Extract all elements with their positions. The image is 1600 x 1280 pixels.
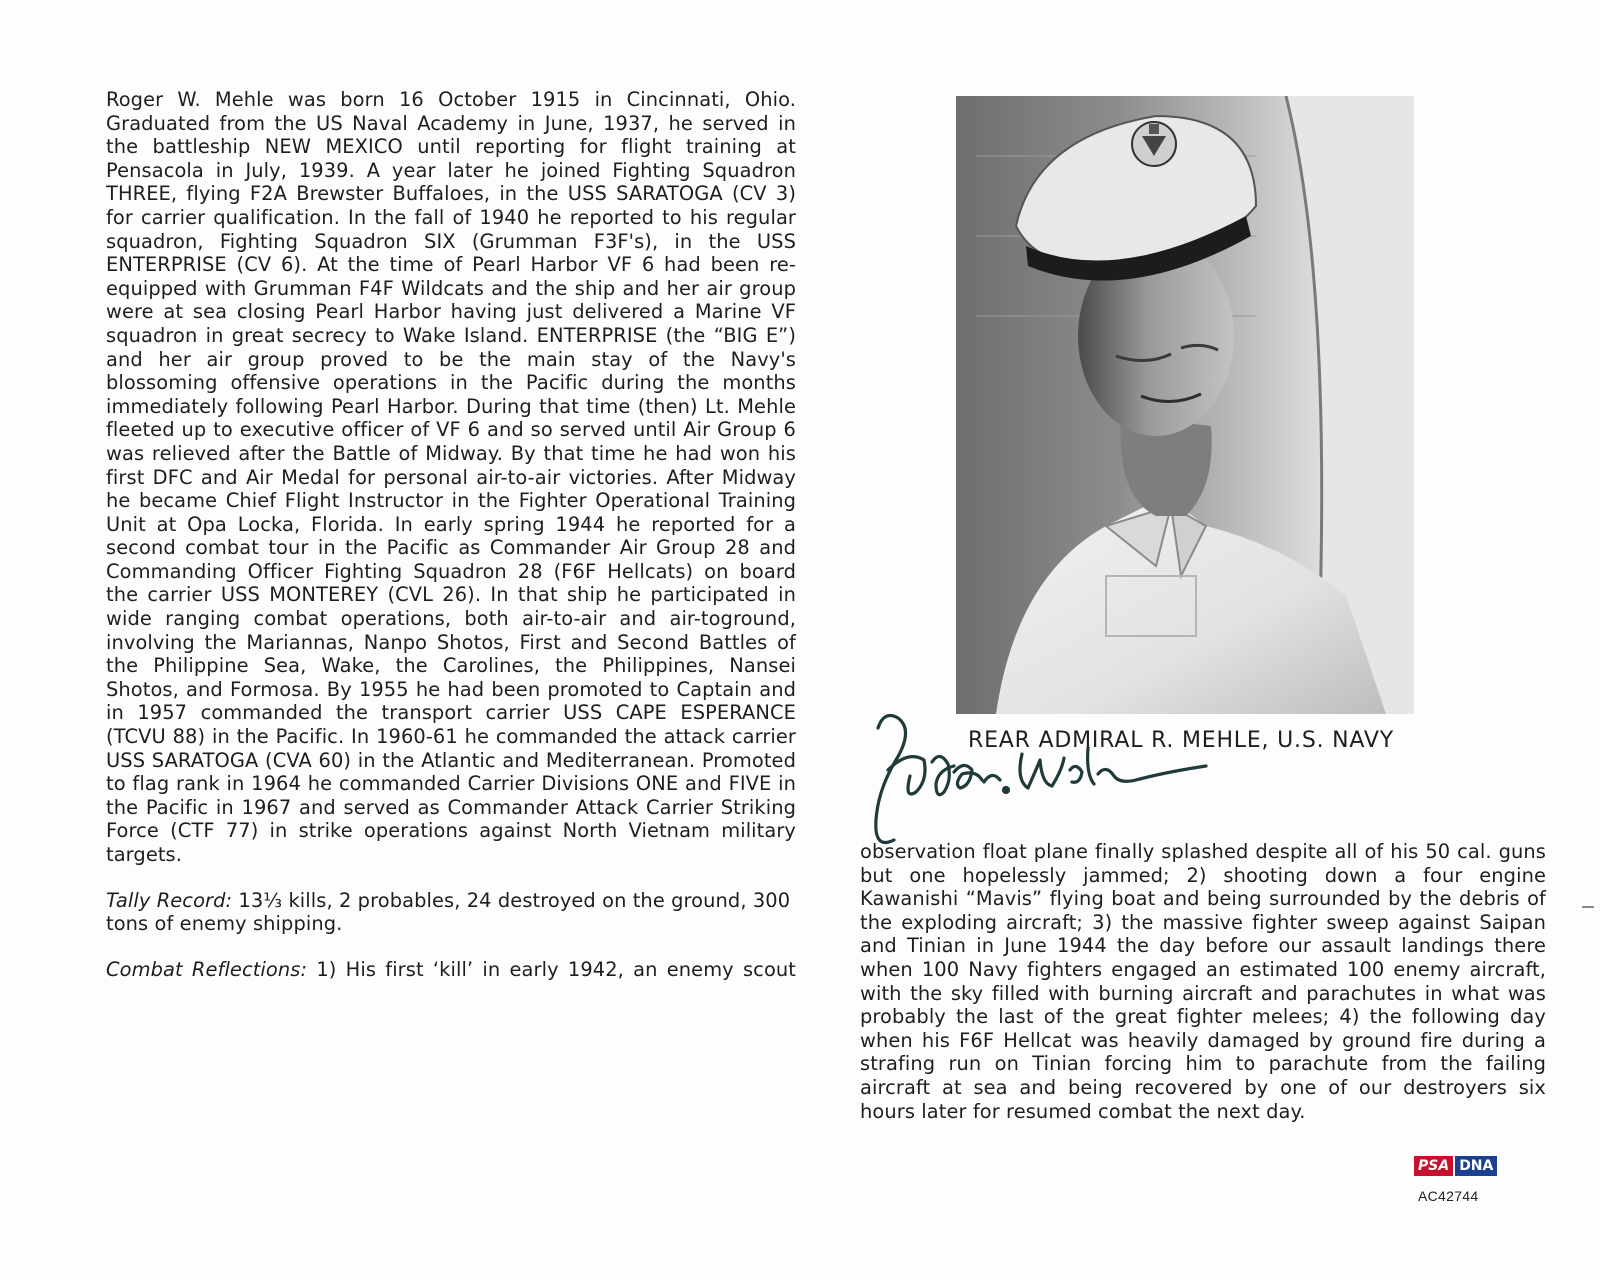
psa-logo-mark: PSA: [1414, 1156, 1453, 1176]
portrait-photo: [956, 96, 1414, 714]
cap-badge-icon: [1132, 122, 1176, 166]
tally-record-label: Tally Record:: [106, 888, 233, 912]
combat-reflections-intro: 1) His first ‘kill’ in early 1942, an enemy scout: [307, 957, 796, 981]
biography-column: [106, 88, 796, 981]
psa-dna-logo: [1414, 1156, 1497, 1176]
combat-reflections-continued: observation float plane finally splashed despite all of his 50 cal. guns but one hopelessly jammed; 2) shooting down a four engine Kawanishi “Mavis” flying boat and being surrounded by the debris of the exploding aircraft; 3) the massive fighter sweep against Saipan and Tinian in June 1944 the day before our assault landings there when 100 Navy fighters engaged an estimated 100 enemy aircraft, with the sky filled with burning aircraft and parachutes in what was probably the last of the great fighter melees; 4) the following day when his F6F Hellcat was heavily damaged by ground fire during a strafing run on Tinian forcing him to parachute from the failing aircraft at sea and being recovered by one of our destroyers six hours later for resumed combat the next day.: [860, 840, 1546, 1123]
tally-record-text: 13⅓ kills, 2 probables, 24 destroyed on the ground, 300 tons of enemy shipping.: [106, 888, 791, 936]
combat-reflections-label: Combat Reflections:: [106, 957, 308, 981]
photo-caption: REAR ADMIRAL R. MEHLE, U.S. NAVY: [968, 728, 1394, 753]
portrait-illustration: [956, 96, 1414, 714]
stray-mark: [1582, 906, 1594, 908]
dna-logo-mark: DNA: [1455, 1156, 1497, 1176]
combat-reflections-continued-column: [860, 840, 1546, 1123]
biography-text: Roger W. Mehle was born 16 October 1915 in Cincinnati, Ohio. Graduated from the US Naval Academy in June, 1937, he served in the battleship NEW MEXICO until reporting for flight training at Pensacola in July, 1939. A year later he joined Fighting Squadron THREE, flying F2A Brewster Buffaloes, in the USS SARATOGA (CV 3) for carrier qualification. In the fall of 1940 he reported to his regular squadron, Fighting Squadron SIX (Grumman F3F's), in the USS ENTERPRISE (CV 6). At the time of Pearl Harbor VF 6 had been re-equipped with Grumman F4F Wildcats and the ship and her air group were at sea closing Pearl Harbor having just delivered a Marine VF squadron in great secrecy to Wake Island. ENTERPRISE (the “BIG E”) and her air group proved to be the main stay of the Navy's blossoming offensive operations in the Pacific during the months immediately following Pearl Harbor. During that time (then) Lt. Mehle fleeted up to executive officer of VF 6 and so served until Air Group 6 was relieved after the Battle of Midway. By that time he had won his first DFC and Air Medal for personal air-to-air victories. After Midway he became Chief Flight Instructor in the Fighter Operational Training Unit at Opa Locka, Florida. In early spring 1944 he reported for a second combat tour in the Pacific as Commander Air Group 28 and Commanding Officer Fighting Squadron 28 (F6F Hellcats) on board the carrier USS MONTEREY (CVL 26). In that ship he participated in wide ranging combat operations, both air-to-air and air-toground, involving the Mariannas, Nanpo Shotos, First and Second Battles of the Philippine Sea, Wake, the Carolines, the Philippines, Nansei Shotos, and Formosa. By 1955 he had been promoted to Captain and in 1957 commanded the transport carrier USS CAPE ESPERANCE (TCVU 88) in the Pacific. In 1960-61 he commanded the attack carrier USS SARATOGA (CVA 60) in the Atlantic and Mediterranean. Promoted to flag rank in 1964 he commanded Carrier Divisions ONE and FIVE in the Pacific in 1967 and served as Commander Attack Carrier Striking Force (CTF 77) in strike operations against North Vietnam military targets.: [106, 88, 796, 866]
certificate-number: AC42744: [1418, 1188, 1479, 1204]
tally-record: [106, 889, 796, 936]
combat-reflections: [106, 958, 796, 982]
